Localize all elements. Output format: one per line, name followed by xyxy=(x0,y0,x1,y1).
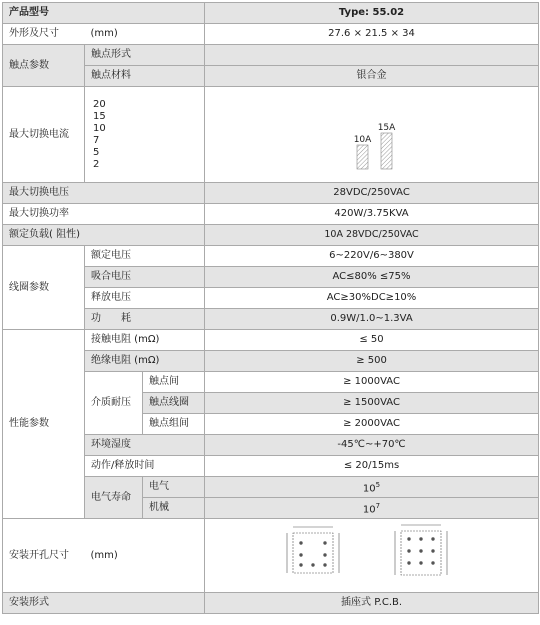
life-label: 电气寿命 xyxy=(85,477,143,519)
spec-table xyxy=(2,2,539,614)
dims-label: 外形及尺寸 xyxy=(3,24,85,45)
contacts-label: 触点参数 xyxy=(3,45,85,87)
coil-row-label: 功 耗 xyxy=(85,309,205,330)
dielectric-row-label: 触点间 xyxy=(143,372,205,393)
life-exp: 5 xyxy=(375,480,381,489)
coil-row-value: AC≥30%DC≥10% xyxy=(205,288,539,309)
dielectric-row-label: 触点线圈 xyxy=(143,393,205,414)
contact-material-value: 银合金 xyxy=(205,66,539,87)
mounting-form-label: 安装形式 xyxy=(3,593,205,614)
current-bar-chart xyxy=(205,87,539,177)
mounting-hole-unit: (mm) xyxy=(85,519,205,593)
performance-label: 性能参数 xyxy=(3,330,85,519)
current-scale-label: 5 xyxy=(93,147,100,158)
contact-resistance-label: 接触电阻 (mΩ) xyxy=(85,330,205,351)
current-scale-label: 10 xyxy=(93,123,106,134)
dielectric-row-value: ≥ 1000VAC xyxy=(205,372,539,393)
life-base: 10 xyxy=(362,504,376,516)
max-current-chart xyxy=(205,87,539,183)
life-row-value xyxy=(205,477,539,498)
coil-row-label: 额定电压 xyxy=(85,246,205,267)
current-scale-label: 2 xyxy=(93,159,100,170)
rated-load-label: 额定负载( 阻性) xyxy=(3,225,205,246)
contact-form-value xyxy=(205,45,539,66)
contact-form-label: 触点形式 xyxy=(85,45,205,66)
contact-resistance-value: ≤ 50 xyxy=(205,330,539,351)
hole-pattern-left xyxy=(287,527,339,573)
dielectric-row-label: 触点组间 xyxy=(143,414,205,435)
current-scale-label: 20 xyxy=(93,99,106,110)
max-power-label: 最大切换功率 xyxy=(3,204,205,225)
life-exp: 7 xyxy=(375,501,381,510)
coil-row-label: 吸合电压 xyxy=(85,267,205,288)
dims-unit: (mm) xyxy=(85,24,205,45)
coil-row-value: 0.9W/1.0~1.3VA xyxy=(205,309,539,330)
dielectric-label: 介质耐压 xyxy=(85,372,143,435)
product-model-value: Type: 55.02 xyxy=(205,3,539,24)
life-row-value xyxy=(205,498,539,519)
current-scale-label: 7 xyxy=(93,135,100,146)
mounting-form-value: 插座式 P.C.B. xyxy=(205,593,539,614)
current-bar xyxy=(381,133,392,169)
coil-label: 线圈参数 xyxy=(3,246,85,330)
product-model-label: 产品型号 xyxy=(3,3,205,24)
life-base: 10 xyxy=(362,483,376,495)
timing-label: 动作/释放时间 xyxy=(85,456,205,477)
life-row-label: 电气 xyxy=(143,477,205,498)
coil-row-value: AC≤80% ≤75% xyxy=(205,267,539,288)
insulation-label: 绝缘电阻 (mΩ) xyxy=(85,351,205,372)
mounting-hole-diagram xyxy=(205,519,539,587)
current-bar-label: 15A xyxy=(377,123,396,133)
dielectric-row-value: ≥ 2000VAC xyxy=(205,414,539,435)
max-power-value: 420W/3.75KVA xyxy=(205,204,539,225)
coil-row-value: 6~220V/6~380V xyxy=(205,246,539,267)
mounting-hole-drawings xyxy=(205,519,539,593)
timing-value: ≤ 20/15ms xyxy=(205,456,539,477)
dims-value: 27.6 × 21.5 × 34 xyxy=(205,24,539,45)
hole-pattern-right xyxy=(395,525,447,575)
life-row-label: 机械 xyxy=(143,498,205,519)
temp-value: -45℃~+70℃ xyxy=(205,435,539,456)
mounting-hole-label: 安装开孔尺寸 xyxy=(3,519,85,593)
contact-material-label: 触点材料 xyxy=(85,66,205,87)
max-current-label: 最大切换电流 xyxy=(3,87,85,183)
dielectric-row-value: ≥ 1500VAC xyxy=(205,393,539,414)
current-scale-label: 15 xyxy=(93,111,106,122)
rated-load-value: 10A 28VDC/250VAC xyxy=(205,225,539,246)
temp-label: 环境湿度 xyxy=(85,435,205,456)
max-voltage-label: 最大切换电压 xyxy=(3,183,205,204)
insulation-value: ≥ 500 xyxy=(205,351,539,372)
coil-row-label: 释放电压 xyxy=(85,288,205,309)
max-current-scale xyxy=(85,87,205,183)
max-voltage-value: 28VDC/250VAC xyxy=(205,183,539,204)
current-bar xyxy=(357,145,368,169)
current-bar-label: 10A xyxy=(353,135,372,145)
